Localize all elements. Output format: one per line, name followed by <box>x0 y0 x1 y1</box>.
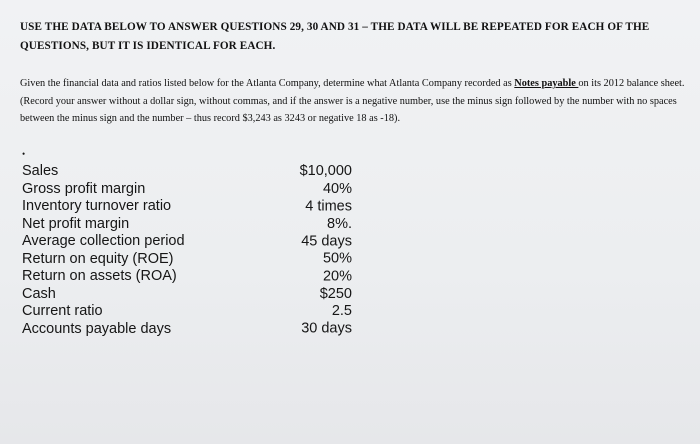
row-label: Cash <box>22 285 56 302</box>
row-label: Gross profit margin <box>22 180 146 197</box>
row-label: Return on equity (ROE) <box>22 250 174 267</box>
table-row <box>22 163 352 181</box>
table-row <box>22 321 352 339</box>
table-row <box>22 233 352 251</box>
row-value: 30 days <box>301 320 352 337</box>
row-value: 45 days <box>301 233 352 249</box>
row-label: Sales <box>22 163 59 179</box>
table-row <box>22 216 352 234</box>
table-row <box>22 286 352 304</box>
table-row <box>22 198 352 216</box>
row-label: Average collection period <box>22 233 185 249</box>
row-value: $250 <box>319 285 352 302</box>
table-row <box>22 303 352 321</box>
row-label: Return on assets (ROA) <box>22 268 177 284</box>
row-value: 40% <box>322 180 352 197</box>
bullet-dot: • <box>22 149 26 159</box>
table-row <box>22 268 352 286</box>
table-row <box>22 251 352 269</box>
row-value: 4 times <box>305 198 352 214</box>
row-value: $10,000 <box>299 163 352 179</box>
row-label: Current ratio <box>22 303 103 319</box>
row-value: 8%. <box>327 215 352 232</box>
notes-payable-term: Notes payable <box>514 78 579 89</box>
row-label: Accounts payable days <box>22 320 172 337</box>
row-value: 2.5 <box>331 303 352 319</box>
table-row <box>22 181 352 199</box>
financial-data-table <box>22 163 352 338</box>
row-label: Inventory turnover ratio <box>22 198 172 214</box>
question-intro <box>20 75 685 128</box>
intro-text-end: on its 2012 balance sheet. (Record your answer without a dollar sign, without commas, and if the answer is a negative number, use the minus sign followed by the number with no spaces between the minus sign and the number – thus record $3,243 as 3243 or negative 18 as -18). <box>20 78 685 124</box>
row-label: Net profit margin <box>22 215 130 232</box>
intro-text-start: Given the financial data and ratios listed below for the Atlanta Company, determine what Atlanta Company recorded as <box>20 78 515 89</box>
row-value: 20% <box>322 268 352 284</box>
instructions-heading: USE THE DATA BELOW TO ANSWER QUESTIONS 29, 30 AND 31 – THE DATA WILL BE REPEATED FOR EACH OF THE QUESTIONS, BUT IT IS IDENTICAL FOR EACH. <box>20 21 650 52</box>
row-value: 50% <box>322 250 352 267</box>
